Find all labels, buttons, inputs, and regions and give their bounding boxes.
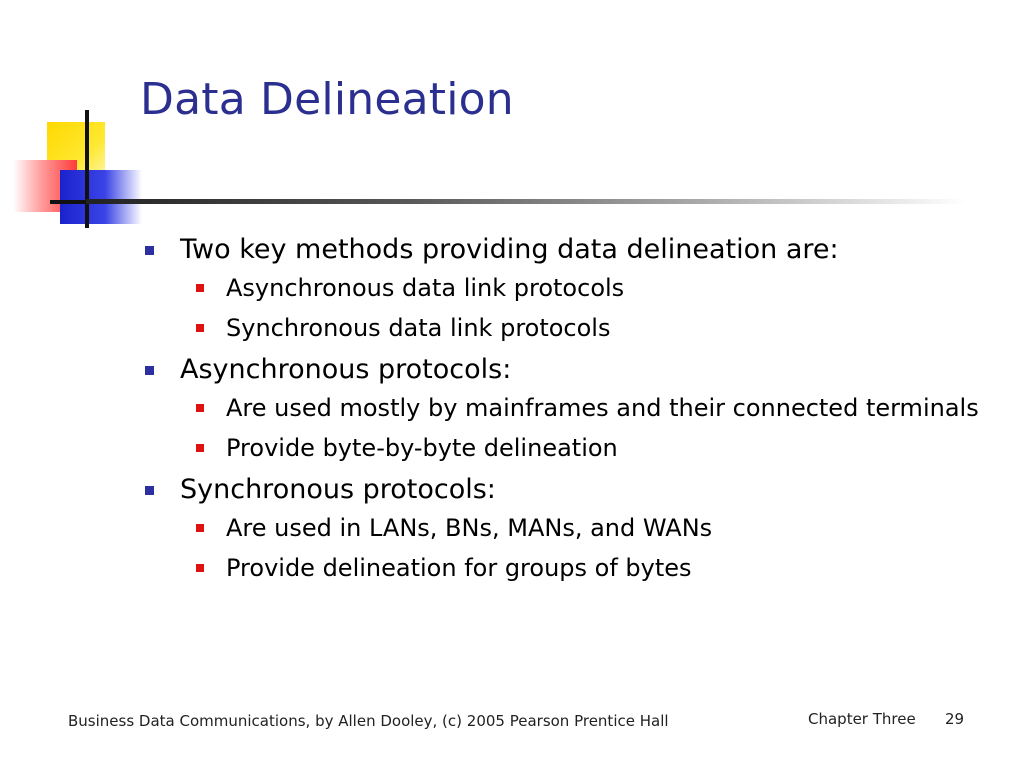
sub-bullet-text: Are used mostly by mainframes and their connected terminals	[226, 394, 979, 422]
sub-bullet-square-icon	[196, 284, 204, 292]
blue-square-decoration	[60, 170, 142, 224]
sub-bullet-text: Synchronous data link protocols	[226, 314, 611, 342]
bullet-item	[140, 472, 1000, 508]
sub-bullet-square-icon	[196, 404, 204, 412]
sub-bullet-item	[140, 272, 1000, 305]
sub-bullet-square-icon	[196, 524, 204, 532]
sub-bullet-item	[140, 432, 1000, 465]
bullet-text: Synchronous protocols:	[180, 474, 496, 505]
bullet-square-icon	[145, 246, 154, 255]
sub-bullet-text: Asynchronous data link protocols	[226, 274, 625, 302]
sub-bullet-square-icon	[196, 444, 204, 452]
bullet-square-icon	[145, 366, 154, 375]
sub-bullet-text: Provide byte-by-byte delineation	[226, 434, 618, 462]
footer-chapter: Chapter Three	[808, 710, 916, 728]
slide-logo-graphic	[0, 0, 150, 240]
sub-bullet-square-icon	[196, 324, 204, 332]
sub-bullet-item	[140, 552, 1000, 585]
sub-bullet-square-icon	[196, 564, 204, 572]
vertical-line-decoration	[85, 110, 89, 228]
sub-bullet-text: Provide delineation for groups of bytes	[226, 554, 692, 582]
footer-page-number: 29	[945, 710, 965, 728]
bullet-square-icon	[145, 486, 154, 495]
bullet-item	[140, 352, 1000, 388]
sub-bullet-item	[140, 312, 1000, 345]
bullet-item	[140, 232, 1000, 268]
sub-bullet-item	[140, 512, 1000, 545]
footer-citation: Business Data Communications, by Allen Dooley, (c) 2005 Pearson Prentice Hall	[68, 712, 669, 730]
bullet-text: Asynchronous protocols:	[180, 354, 512, 385]
sub-bullet-item	[140, 392, 1000, 425]
slide-content	[140, 232, 1000, 592]
sub-bullet-text: Are used in LANs, BNs, MANs, and WANs	[226, 514, 713, 542]
slide-title: Data Delineation	[140, 74, 514, 125]
bullet-text: Two key methods providing data delineation are:	[180, 234, 839, 265]
title-underline-rule	[86, 199, 966, 204]
